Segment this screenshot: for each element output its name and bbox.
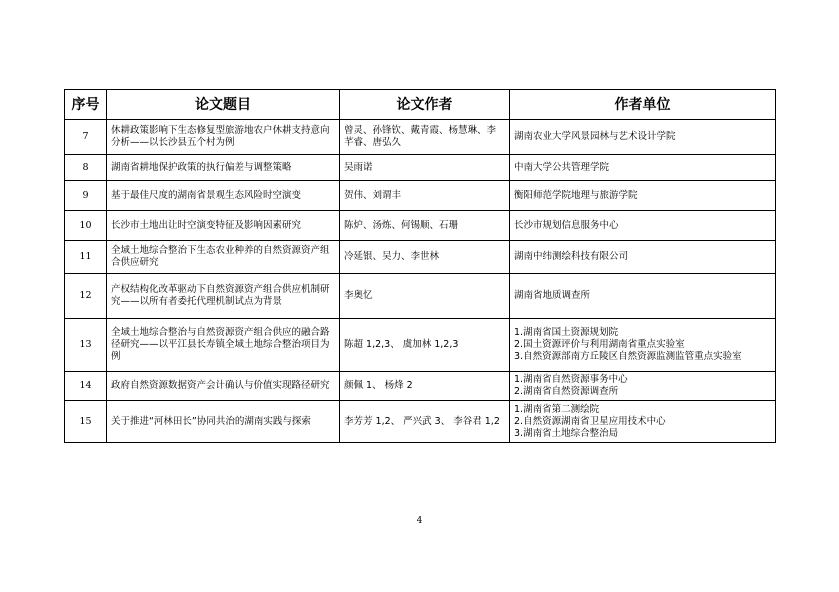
author-units [510,241,776,274]
unit-line: 1.湖南省国土资源规划院 [514,327,619,338]
paper-title: 长沙市土地出让时空演变特征及影响因素研究 [107,211,340,241]
row-number: 7 [65,120,107,155]
table-row [65,120,776,155]
row-number: 13 [65,319,107,372]
paper-title: 湖南省耕地保护政策的执行偏差与调整策略 [107,155,340,181]
header-units: 作者单位 [510,90,776,120]
table-row [65,401,776,443]
header-no: 序号 [65,90,107,120]
papers-table [64,89,776,443]
table-header-row [65,90,776,120]
paper-authors: 贺伟、刘谓丰 [340,181,510,211]
unit-line: 1.湖南省自然资源事务中心 [514,374,628,385]
header-title: 论文题目 [107,90,340,120]
paper-authors: 冷延银、吴力、李世林 [340,241,510,274]
row-number: 12 [65,274,107,319]
author-units [510,120,776,155]
table-row [65,211,776,241]
paper-title: 政府自然资源数据资产会计确认与价值实现路径研究 [107,372,340,401]
row-number: 8 [65,155,107,181]
row-number: 11 [65,241,107,274]
paper-authors: 吴雨诺 [340,155,510,181]
page-number: 4 [416,516,423,526]
unit-line: 中南大学公共管理学院 [514,161,610,173]
author-units [510,181,776,211]
table-row [65,155,776,181]
row-number: 15 [65,401,107,443]
row-number: 14 [65,372,107,401]
paper-title: 休耕政策影响下生态修复型旅游地农户休耕支持意向分析——以长沙县五个村为例 [107,120,340,155]
paper-authors: 李奥忆 [340,274,510,319]
table-row [65,319,776,372]
unit-line: 湖南省地质调查所 [514,290,591,301]
unit-line: 湖南中纬测绘科技有限公司 [514,251,629,262]
unit-line: 2.自然资源湖南省卫星应用技术中心 [514,415,666,427]
row-number: 9 [65,181,107,211]
header-authors: 论文作者 [340,90,510,120]
paper-authors: 颜佩 1、 杨烽 2 [340,372,510,401]
paper-authors: 陈炉、汤炼、何锡顺、石珊 [340,211,510,241]
unit-line: 1.湖南省第二测绘院 [514,403,600,415]
paper-title: 产权结构化改革驱动下自然资源资产组合供应机制研究——以所有者委托代理机制试点为背景 [107,274,340,319]
unit-line: 3.湖南省土地综合整治局 [514,427,619,439]
table-row [65,181,776,211]
unit-line: 2.国土资源评价与利用湖南省重点实验室 [514,339,685,350]
paper-authors: 陈超 1,2,3、 虞加林 1,2,3 [340,319,510,372]
author-units [510,211,776,241]
author-units [510,274,776,319]
paper-title: 全域土地综合整治下生态农业种养的自然资源资产组合供应研究 [107,241,340,274]
paper-authors: 李芳芳 1,2、 严兴武 3、 李谷君 1,2 [340,401,510,443]
paper-title: 基于最佳尺度的湖南省景观生态风险时空演变 [107,181,340,211]
table-body [65,120,776,443]
paper-authors: 曾灵、孙锋钦、戴青霞、杨慧琳、李芊睿、唐弘久 [340,120,510,155]
paper-title: 关于推进“河林田长”协同共治的湖南实践与探索 [107,401,340,443]
unit-line: 2.湖南省自然资源调查所 [514,386,619,397]
unit-line: 3.自然资源部南方丘陵区自然资源监测监管重点实验室 [514,351,742,362]
paper-title: 全域土地综合整治与自然资源资产组合供应的融合路径研究——以平江县长寿镇全域土地综合整治项目为例 [107,319,340,372]
author-units [510,319,776,372]
unit-line: 湖南农业大学风景园林与艺术设计学院 [514,131,676,142]
table-row [65,274,776,319]
author-units [510,155,776,181]
author-units [510,372,776,401]
unit-line: 长沙市规划信息服务中心 [514,219,619,231]
unit-line: 衡阳师范学院地理与旅游学院 [514,189,638,201]
row-number: 10 [65,211,107,241]
author-units [510,401,776,443]
table-row [65,372,776,401]
table-row [65,241,776,274]
